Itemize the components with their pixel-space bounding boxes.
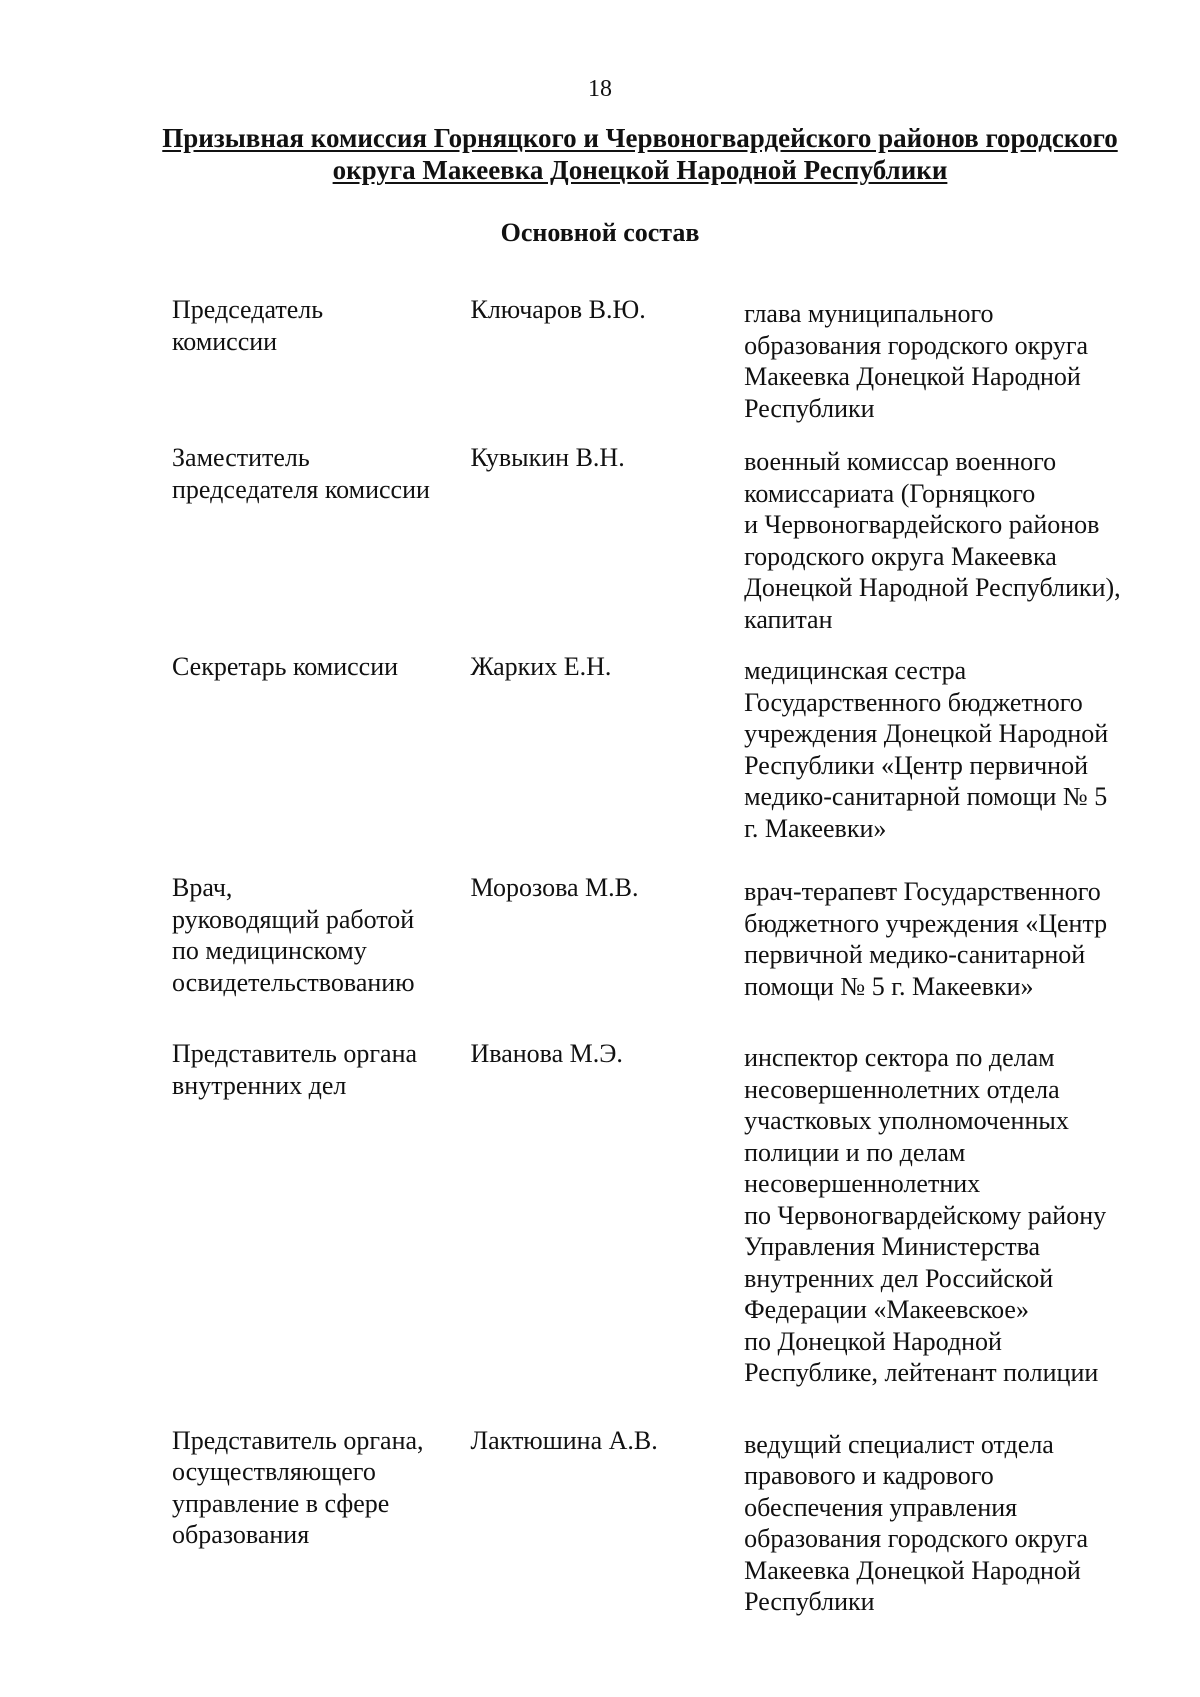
description-line: Республике, лейтенант полиции [744,1358,1099,1387]
member-row-police [172,1038,1152,1389]
description-line: городского округа Макеевка [744,541,1057,571]
member-name: Кувыкин В.Н. [470,443,625,472]
member-description [744,446,1152,635]
member-row-deputy [172,442,1152,635]
member-name: Иванова М.Э. [470,1039,623,1068]
role-line: внутренних дел [172,1070,347,1100]
member-row-secretary [172,651,1152,844]
description-line: правового и кадрового [744,1461,994,1490]
description-line: образования городского округа [744,1524,1089,1553]
description-line: капитан [744,604,833,634]
member-role [172,294,470,424]
member-row-education [172,1425,1152,1618]
section-subtitle: Основной состав [500,218,700,247]
description-line: ведущий специалист отдела [744,1429,1054,1459]
member-role [172,1425,470,1618]
description-line: врач-терапевт Государственного [744,877,1101,906]
description-line: Государственного бюджетного [744,687,1083,717]
role-line: комиссии [172,326,278,356]
member-description [744,298,1152,424]
description-line: участковых уполномоченных [744,1106,1069,1135]
description-line: Республики «Центр первичной [744,750,1088,780]
description-line: несовершеннолетних отдела [744,1074,1060,1104]
role-line: осуществляющего [172,1457,376,1486]
description-line: медицинская сестра [744,656,967,685]
description-line: Федерации «Макеевское» [744,1295,1029,1324]
members-list [172,294,1152,1618]
description-line: г. Макеевки» [744,813,887,843]
member-name: Ключаров В.Ю. [470,295,646,324]
member-description [744,655,1152,844]
member-name: Морозова М.В. [470,873,639,902]
role-line: руководящий работой [172,904,415,934]
role-line: председателя комиссии [172,474,430,504]
description-line: помощи № 5 г. Макеевки» [744,971,1034,1001]
description-line: по Червоногвардейскому району [744,1200,1107,1230]
description-line: и Червоногвардейского районов [744,510,1100,539]
member-description [744,1042,1152,1389]
role-line: освидетельствованию [172,967,415,997]
description-line: Макеевка Донецкой Народной [744,362,1081,391]
member-name: Лактюшина А.В. [470,1425,658,1455]
description-line: медико-санитарной помощи № 5 [744,782,1108,811]
member-description [744,876,1152,1002]
description-line: инспектор сектора по делам [744,1043,1055,1072]
description-line: Управления Министерства [744,1232,1041,1261]
description-line: военный комиссар военного [744,447,1057,476]
description-line: обеспечения управления [744,1492,1018,1522]
description-line: Макеевка Донецкой Народной [744,1555,1081,1585]
member-role [172,442,470,635]
description-line: Республики [744,393,875,423]
member-row-chairman [172,294,1152,424]
title-line-2: округа Макеевка Донецкой Народной Республики [332,155,948,185]
role-line: Секретарь комиссии [172,652,399,681]
description-line: полиции и по делам [744,1137,966,1167]
description-line: первичной медико-санитарной [744,940,1086,969]
description-line: по Донецкой Народной [744,1326,1002,1356]
description-line: Донецкой Народной Республики), [744,573,1121,602]
member-role [172,651,470,844]
role-line: Врач, [172,873,233,902]
member-role [172,1038,470,1389]
document-title [140,122,1140,186]
description-line: Республики [744,1587,875,1616]
description-line: бюджетного учреждения «Центр [744,908,1108,938]
description-line: внутренних дел Российской [744,1263,1054,1293]
description-line: комиссариата (Горняцкого [744,478,1036,508]
page-number: 18 [588,76,612,102]
role-line: Представитель органа [172,1039,418,1068]
description-line: несовершеннолетних [744,1169,981,1198]
role-line: образования [172,1520,310,1549]
member-description [744,1429,1152,1618]
role-line: управление в сфере [172,1488,390,1518]
member-row-doctor [172,872,1152,1002]
description-line: образования городского округа [744,330,1089,360]
description-line: глава муниципального [744,299,994,328]
role-line: Заместитель [172,443,310,472]
member-role [172,872,470,1002]
title-line-1: Призывная комиссия Горняцкого и Червоногвардейского районов городского [162,123,1118,153]
description-line: учреждения Донецкой Народной [744,719,1109,748]
role-line: по медицинскому [172,936,367,965]
member-name: Жарких Е.Н. [470,652,612,681]
role-line: Представитель органа, [172,1425,424,1455]
role-line: Председатель [172,295,324,324]
